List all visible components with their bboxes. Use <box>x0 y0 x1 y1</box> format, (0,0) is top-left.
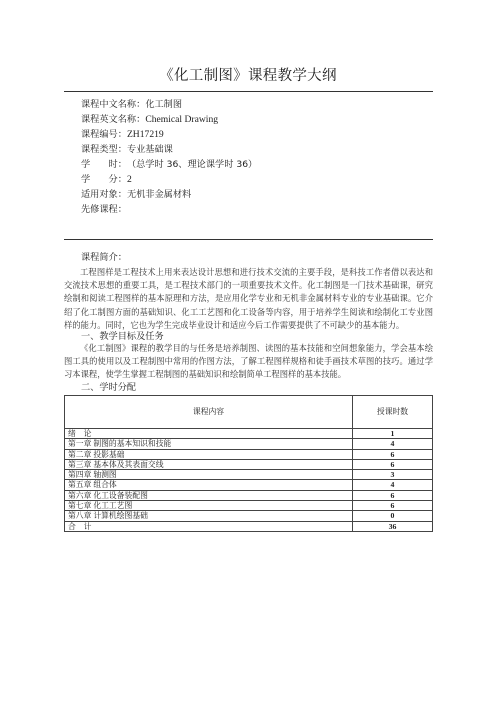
table-row <box>65 449 433 459</box>
meta-divider <box>64 239 433 240</box>
course-meta <box>81 97 257 217</box>
meta-key: 课程中文名称： <box>81 99 146 110</box>
hours-table <box>64 395 433 532</box>
table-cell-content: 第二章 投影基础 <box>65 449 353 459</box>
table-row <box>65 439 433 449</box>
table-cell-hours: 6 <box>353 459 433 469</box>
table-row <box>65 459 433 469</box>
meta-value: （总学时 36、理论课学时 36） <box>126 159 258 170</box>
table-row <box>65 470 433 480</box>
meta-row <box>81 127 257 142</box>
page-title: 《化工制图》课程教学大纲 <box>159 68 337 84</box>
meta-row <box>81 172 257 187</box>
meta-row <box>81 187 257 202</box>
meta-value: 无机非金属材料 <box>126 189 192 200</box>
meta-value: ZH17219 <box>126 129 164 140</box>
table-cell-hours: 1 <box>353 429 433 439</box>
table-cell-hours: 3 <box>353 470 433 480</box>
table-cell-content: 绪 论 <box>65 429 353 439</box>
meta-value: Chemical Drawing <box>145 114 219 125</box>
intro-paragraph: 工程图样是工程技术上用来表达设计思想和进行技术交流的主要手段，是科技工作者借以表达和交流技术思想的重要工具，是工程技术部门的一项重要技术文件。化工制图是一门技术基础课，研究绘制和阅读工程图样的基本原理和方法，是应用化学专业和无机非金属材料专业的专业基础课。它介绍了化工制图方面的基础知识、化工工艺图和化工设备等内容，用于培养学生阅读和绘制化工专业图样的能力。同时，它也为学生完成毕业设计和适应今后工作需要提供了不可缺少的基本能力。 <box>64 268 433 330</box>
meta-key: 适用对象： <box>81 189 127 200</box>
meta-key: 课程编号： <box>81 129 127 140</box>
table-cell-content: 第四章 轴测图 <box>65 470 353 480</box>
meta-key: 先修课程： <box>81 204 127 215</box>
table-row <box>65 429 433 439</box>
meta-row <box>81 112 257 127</box>
meta-value: 化工制图 <box>145 99 183 110</box>
meta-key: 学 分： <box>81 174 127 185</box>
table-row <box>65 480 433 490</box>
top-divider <box>64 91 433 92</box>
section-goals-heading: 一、教学目标及任务 <box>81 331 164 342</box>
table-cell-content: 合 计 <box>65 521 353 531</box>
table-cell-content: 第七章 化工工艺图 <box>65 501 353 511</box>
table-header-row <box>65 396 433 429</box>
table-cell-content: 第一章 制图的基本知识和技能 <box>65 439 353 449</box>
table-row <box>65 511 433 521</box>
table-cell-content: 第五章 组合体 <box>65 480 353 490</box>
table-cell-content: 第三章 基本体及其表面交线 <box>65 459 353 469</box>
table-row <box>65 490 433 500</box>
meta-row <box>81 157 257 172</box>
table-cell-content: 第八章 计算机绘图基础 <box>65 511 353 521</box>
table-cell-hours: 4 <box>353 439 433 449</box>
meta-row <box>81 142 257 157</box>
meta-key: 课程英文名称： <box>81 114 146 125</box>
table-cell-hours: 4 <box>353 480 433 490</box>
table-cell-content: 第六章 化工设备装配图 <box>65 490 353 500</box>
column-header-content: 课程内容 <box>65 396 353 429</box>
section-goals-paragraph: 《化工制图》课程的教学目的与任务是培养制图、读图的基本技能和空间想象能力，学会基本绘图工具的使用以及工程制图中常用的作图方法，了解工程图样规格和徒手画技术草图的技巧。通过学习本课程，使学生掌握工程制图的基础知识和绘制简单工程图样的基本技能。 <box>64 344 433 380</box>
table-row <box>65 501 433 511</box>
meta-value: 专业基础课 <box>126 144 173 155</box>
table-cell-hours: 6 <box>353 490 433 500</box>
intro-heading: 课程简介： <box>81 252 127 263</box>
meta-key: 学 时： <box>81 159 127 170</box>
section-hours-heading: 二、学时分配 <box>81 382 137 393</box>
table-cell-hours: 36 <box>353 521 433 531</box>
column-header-hours: 授课时数 <box>353 396 433 429</box>
table-cell-hours: 6 <box>353 449 433 459</box>
meta-value: 2 <box>126 174 132 185</box>
meta-row <box>81 202 257 217</box>
table-cell-hours: 6 <box>353 501 433 511</box>
meta-key: 课程类型： <box>81 144 127 155</box>
table-cell-hours: 0 <box>353 511 433 521</box>
table-row <box>65 521 433 531</box>
meta-row <box>81 97 257 112</box>
